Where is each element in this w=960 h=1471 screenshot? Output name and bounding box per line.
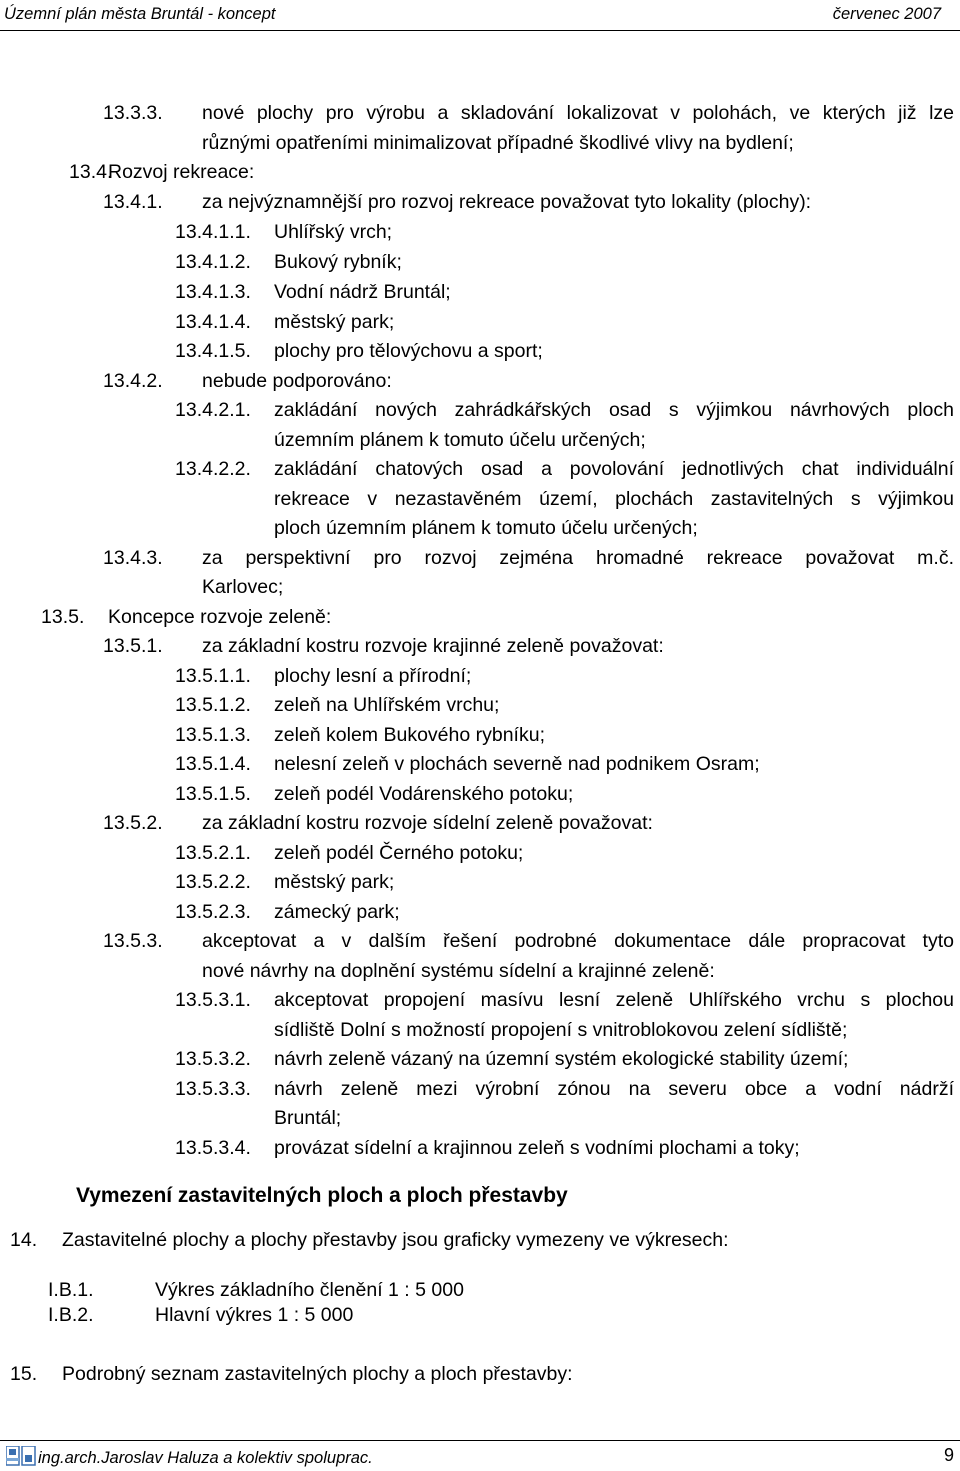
- item-number: 13.4.1.4.: [175, 311, 251, 333]
- item-text: městský park;: [274, 871, 395, 893]
- item-text: plochy pro tělovýchovu a sport;: [274, 340, 543, 362]
- paragraph-14-text: Zastavitelné plochy a plochy přestavby jsou graficky vymezeny ve výkresech:: [62, 1229, 729, 1251]
- item-text: územním plánem k tomuto účelu určených;: [274, 429, 646, 451]
- item-text: akceptovat a v dalším řešení podrobné dokumentace dále propracovat tyto: [202, 930, 954, 952]
- item-number: 13.4.2.2.: [175, 458, 251, 480]
- page-number: 9: [943, 1445, 954, 1465]
- item-text: rekreace v nezastavěném území, plochách zastavitelných s výjimkou: [274, 488, 954, 510]
- item-number: 13.5.3.3.: [175, 1078, 251, 1100]
- paragraph-14-number: 14.: [10, 1229, 38, 1251]
- item-number: 13.4.1.5.: [175, 340, 251, 362]
- item-text: zeleň kolem Bukového rybníku;: [274, 724, 545, 746]
- drawing-1-title: Výkres základního členění 1 : 5 000: [155, 1279, 464, 1301]
- item-text: Koncepce rozvoje zeleně:: [108, 606, 332, 628]
- item-number: 13.4.1.1.: [175, 221, 251, 243]
- item-text: zeleň na Uhlířském vrchu;: [274, 694, 500, 716]
- item-number: 13.4.: [69, 161, 113, 183]
- item-text: za perspektivní pro rozvoj zejména hromadné rekreace považovat m.č.: [202, 547, 954, 569]
- section-heading: Vymezení zastavitelných ploch a ploch přestavby: [76, 1184, 568, 1207]
- item-number: 13.5.1.3.: [175, 724, 251, 746]
- item-text: Vodní nádrž Bruntál;: [274, 281, 451, 303]
- item-text: městský park;: [274, 311, 395, 333]
- item-text: akceptovat propojení masívu lesní zeleně Uhlířského vrchu s plochou: [274, 989, 954, 1011]
- item-number: 13.4.2.1.: [175, 399, 251, 421]
- document-title: Územní plán města Bruntál - koncept: [4, 5, 276, 23]
- paragraph-15-number: 15.: [10, 1363, 38, 1385]
- item-text: Bruntál;: [274, 1107, 342, 1129]
- drawing-1-number: I.B.1.: [48, 1279, 94, 1301]
- item-number: 13.4.2.: [103, 370, 163, 392]
- item-number: 13.3.3.: [103, 102, 163, 124]
- item-number: 13.5.2.1.: [175, 842, 251, 864]
- item-text: návrh zeleně vázaný na územní systém ekologické stability území;: [274, 1048, 849, 1070]
- item-text: plochy lesní a přírodní;: [274, 665, 472, 687]
- item-number: 13.5.3.4.: [175, 1137, 251, 1159]
- item-text: zakládání chatových osad a povolování jednotlivých chat individuální: [274, 458, 954, 480]
- item-text: zámecký park;: [274, 901, 400, 923]
- item-text: Karlovec;: [202, 576, 284, 598]
- item-text: různými opatřeními minimalizovat případné škodlivé vlivy na bydlení;: [202, 132, 794, 154]
- item-number: 13.5.1.4.: [175, 753, 251, 775]
- item-text: nové návrhy na doplnění systému sídelní a krajinné zeleně:: [202, 960, 715, 982]
- item-number: 13.5.2.3.: [175, 901, 251, 923]
- item-text: návrh zeleně mezi výrobní zónou na severu obce a vodní nádrží: [274, 1078, 954, 1100]
- item-text: Rozvoj rekreace:: [108, 161, 255, 183]
- document-date: červenec 2007: [832, 5, 941, 23]
- footer-author: ing.arch.Jaroslav Haluza a kolektiv spoluprac.: [38, 1449, 373, 1467]
- item-number: 13.4.3.: [103, 547, 163, 569]
- item-text: zeleň podél Vodárenského potoku;: [274, 783, 574, 805]
- item-text: zakládání nových zahrádkářských osad s výjimkou návrhových ploch: [274, 399, 954, 421]
- item-text: ploch územním plánem k tomuto účelu určených;: [274, 517, 698, 539]
- item-number: 13.4.1.2.: [175, 251, 251, 273]
- item-number: 13.5.1.: [103, 635, 163, 657]
- item-text: nové plochy pro výrobu a skladování lokalizovat v polohách, ve kterých již lze: [202, 102, 954, 124]
- item-number: 13.5.3.: [103, 930, 163, 952]
- item-text: za nejvýznamnější pro rozvoj rekreace považovat tyto lokality (plochy):: [202, 191, 812, 213]
- item-number: 13.5.3.1.: [175, 989, 251, 1011]
- item-text: za základní kostru rozvoje krajinné zeleně považovat:: [202, 635, 664, 657]
- item-text: za základní kostru rozvoje sídelní zeleně považovat:: [202, 812, 653, 834]
- item-text: nebude podporováno:: [202, 370, 392, 392]
- item-text: Uhlířský vrch;: [274, 221, 393, 243]
- item-number: 13.4.1.3.: [175, 281, 251, 303]
- item-text: sídliště Dolní s možností propojení s vnitroblokovou zelení sídliště;: [274, 1019, 848, 1041]
- item-number: 13.5.2.2.: [175, 871, 251, 893]
- page-footer: [0, 1440, 960, 1471]
- item-text: Bukový rybník;: [274, 251, 402, 273]
- page-header: [0, 0, 960, 31]
- drawing-2-number: I.B.2.: [48, 1304, 94, 1326]
- item-text: provázat sídelní a krajinnou zeleň s vodními plochami a toky;: [274, 1137, 800, 1159]
- item-text: nelesní zeleň v plochách severně nad podnikem Osram;: [274, 753, 760, 775]
- item-number: 13.5.: [41, 606, 85, 628]
- item-text: zeleň podél Černého potoku;: [274, 842, 524, 864]
- item-number: 13.5.2.: [103, 812, 163, 834]
- item-number: 13.5.1.1.: [175, 665, 251, 687]
- item-number: 13.5.1.5.: [175, 783, 251, 805]
- paragraph-15-text: Podrobný seznam zastavitelných plochy a ploch přestavby:: [62, 1363, 573, 1385]
- drawing-2-title: Hlavní výkres 1 : 5 000: [155, 1304, 354, 1326]
- item-number: 13.5.3.2.: [175, 1048, 251, 1070]
- author-logo-icon: [6, 1446, 36, 1466]
- item-number: 13.4.1.: [103, 191, 163, 213]
- item-number: 13.5.1.2.: [175, 694, 251, 716]
